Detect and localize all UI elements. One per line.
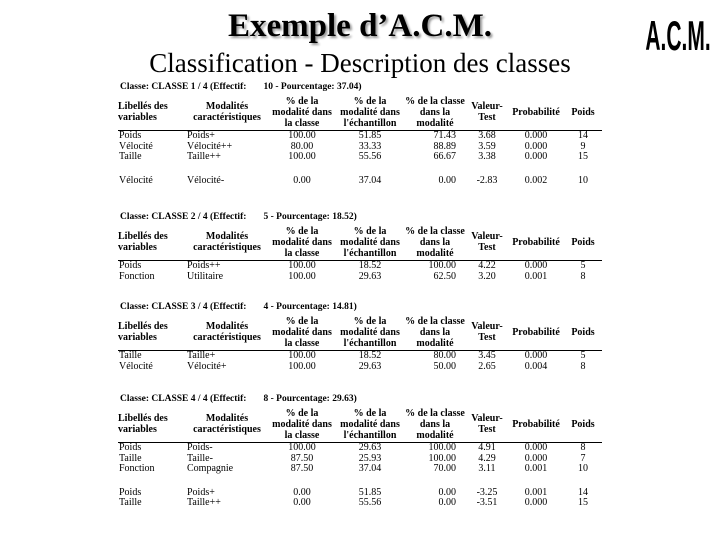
- class-label: Classe: CLASSE 3 / 4 (Effectif:: [120, 302, 247, 312]
- cell-variable: Poids: [119, 442, 142, 453]
- cell-variable: Fonction: [119, 270, 155, 282]
- header-libelles: Libellés des variables: [118, 231, 168, 253]
- cell-pct-echantillon: 33.33: [358, 140, 382, 152]
- cell-probabilite: 0.002: [524, 174, 548, 186]
- cell-pct-echantillon: 29.63: [358, 270, 382, 282]
- cell-valeur-test: 4.91: [478, 442, 496, 453]
- cell-probabilite: 0.001: [524, 270, 548, 282]
- cell-pct-classe: 87.50: [290, 452, 314, 464]
- cell-modalite: Taille+: [187, 350, 216, 361]
- cell-valeur-test: -3.51: [476, 497, 498, 508]
- cell-valeur-test: -3.25: [476, 486, 498, 498]
- class-table: [118, 406, 602, 509]
- page-title: Exemple d’A.C.M.: [228, 8, 492, 44]
- row-gap: [118, 475, 602, 488]
- cell-modalite: Poids-: [187, 442, 213, 453]
- header-valeur-test: Valeur-Test: [471, 101, 503, 123]
- cell-modalite: Taille-: [187, 452, 213, 464]
- cell-pct-classe: 100.00: [288, 442, 316, 453]
- header-pct-echantillon: % de la modalité dans l'échantillon: [340, 315, 400, 349]
- cell-valeur-test: 3.59: [478, 140, 496, 152]
- cell-modalite: Vélocité+: [187, 360, 227, 372]
- class-effectif: 10 - Pourcentage: 37.04): [256, 82, 362, 92]
- cell-pct-modalite: 80.00: [433, 350, 456, 361]
- cell-poids: 14: [578, 486, 588, 498]
- header-probabilite: Probabilité: [512, 326, 560, 338]
- cell-pct-modalite: 66.67: [433, 151, 456, 162]
- header-modalites: Modalités caractéristiques: [193, 101, 261, 123]
- cell-variable: Taille: [119, 350, 142, 361]
- class-label: Classe: CLASSE 4 / 4 (Effectif:: [120, 394, 247, 404]
- cell-modalite: Vélocité++: [187, 140, 233, 152]
- cell-pct-modalite: 0.00: [438, 174, 456, 186]
- header-probabilite: Probabilité: [512, 106, 560, 118]
- cell-pct-modalite: 88.89: [433, 140, 456, 152]
- cell-variable: Poids: [119, 260, 142, 271]
- cell-pct-classe: 0.00: [293, 486, 311, 498]
- class-header: [120, 394, 357, 404]
- cell-pct-classe: 87.50: [290, 463, 314, 474]
- cell-pct-classe: 100.00: [288, 360, 316, 372]
- cell-modalite: Compagnie: [187, 463, 234, 474]
- cell-pct-echantillon: 55.56: [358, 151, 382, 162]
- table-row: [118, 272, 602, 283]
- class-table: [118, 224, 602, 282]
- header-probabilite: Probabilité: [512, 236, 560, 248]
- header-pct-modalite: % de la classe dans la modalité: [405, 407, 465, 441]
- header-valeur-test: Valeur-Test: [471, 231, 503, 253]
- header-pct-modalite: % de la classe dans la modalité: [405, 95, 465, 129]
- cell-pct-echantillon: 29.63: [358, 442, 382, 453]
- header-pct-echantillon: % de la modalité dans l'échantillon: [340, 407, 400, 441]
- table-row: [118, 261, 602, 272]
- cell-pct-echantillon: 51.85: [358, 130, 382, 141]
- cell-poids: 15: [578, 151, 588, 162]
- cell-pct-modalite: 50.00: [433, 360, 456, 372]
- cell-pct-echantillon: 37.04: [358, 463, 382, 474]
- header-pct-modalite: % de la classe dans la modalité: [405, 225, 465, 259]
- table-row: [118, 443, 602, 454]
- table-header-row: [118, 406, 602, 443]
- class-header: [120, 212, 357, 222]
- cell-probabilite: 0.000: [524, 130, 548, 141]
- cell-variable: Fonction: [119, 463, 155, 474]
- table-row: [118, 131, 602, 142]
- cell-valeur-test: 3.11: [478, 463, 496, 474]
- cell-pct-modalite: 62.50: [433, 270, 456, 282]
- cell-modalite: Poids+: [187, 130, 215, 141]
- cell-pct-modalite: 70.00: [433, 463, 456, 474]
- cell-valeur-test: 4.29: [478, 452, 496, 464]
- cell-pct-echantillon: 55.56: [358, 497, 382, 508]
- header-pct-echantillon: % de la modalité dans l'échantillon: [340, 95, 400, 129]
- cell-probabilite: 0.004: [524, 360, 548, 372]
- cell-pct-echantillon: 25.93: [358, 452, 382, 464]
- header-pct-classe: % de la modalité dans la classe: [272, 407, 332, 441]
- cell-variable: Vélocité: [119, 140, 153, 152]
- cell-probabilite: 0.000: [524, 452, 548, 464]
- cell-pct-echantillon: 18.52: [358, 260, 382, 271]
- cell-probabilite: 0.000: [524, 260, 548, 271]
- cell-valeur-test: 4.22: [478, 260, 496, 271]
- cell-poids: 5: [580, 260, 586, 271]
- cell-poids: 15: [578, 497, 588, 508]
- class-label: Classe: CLASSE 2 / 4 (Effectif:: [120, 212, 247, 222]
- acm-logo: [638, 2, 718, 58]
- cell-variable: Poids: [119, 130, 142, 141]
- cell-pct-classe: 100.00: [288, 350, 316, 361]
- table-header-row: [118, 94, 602, 131]
- table-row: [118, 176, 602, 187]
- header-libelles: Libellés des variables: [118, 413, 168, 435]
- cell-modalite: Vélocité-: [187, 174, 225, 186]
- table-row: [118, 362, 602, 373]
- cell-probabilite: 0.001: [524, 486, 548, 498]
- row-gap: [118, 163, 602, 176]
- header-modalites: Modalités caractéristiques: [193, 231, 261, 253]
- cell-pct-modalite: 100.00: [428, 260, 456, 271]
- cell-variable: Taille: [119, 452, 142, 464]
- class-header: [120, 302, 357, 312]
- cell-valeur-test: 3.45: [478, 350, 496, 361]
- cell-poids: 5: [580, 350, 586, 361]
- table-header-row: [118, 314, 602, 351]
- cell-probabilite: 0.000: [524, 350, 548, 361]
- class-effectif: 4 - Pourcentage: 14.81): [256, 302, 357, 312]
- cell-valeur-test: 3.20: [478, 270, 496, 282]
- cell-pct-classe: 100.00: [288, 270, 316, 282]
- header-poids: Poids: [571, 326, 595, 338]
- header-libelles: Libellés des variables: [118, 101, 168, 123]
- cell-poids: 10: [578, 463, 588, 474]
- cell-probabilite: 0.000: [524, 140, 548, 152]
- class-effectif: 8 - Pourcentage: 29.63): [256, 394, 357, 404]
- cell-poids: 8: [580, 360, 586, 372]
- cell-pct-echantillon: 18.52: [358, 350, 382, 361]
- cell-probabilite: 0.000: [524, 151, 548, 162]
- page-subtitle: Classification - Description des classes: [149, 48, 571, 78]
- header-libelles: Libellés des variables: [118, 321, 168, 343]
- cell-probabilite: 0.001: [524, 463, 548, 474]
- cell-pct-classe: 80.00: [290, 140, 314, 152]
- header-poids: Poids: [571, 418, 595, 430]
- table-row: [118, 464, 602, 475]
- table-row: [118, 351, 602, 362]
- cell-pct-echantillon: 29.63: [358, 360, 382, 372]
- cell-pct-modalite: 100.00: [428, 442, 456, 453]
- cell-modalite: Taille++: [187, 497, 221, 508]
- header-poids: Poids: [571, 106, 595, 118]
- acm-logo-text: A.C.M.: [645, 13, 711, 58]
- cell-pct-modalite: 100.00: [428, 452, 456, 464]
- header-valeur-test: Valeur-Test: [471, 413, 503, 435]
- cell-poids: 8: [580, 442, 586, 453]
- cell-pct-modalite: 0.00: [438, 486, 456, 498]
- cell-pct-echantillon: 37.04: [358, 174, 382, 186]
- cell-variable: Poids: [119, 486, 142, 498]
- header-modalites: Modalités caractéristiques: [193, 413, 261, 435]
- header-probabilite: Probabilité: [512, 418, 560, 430]
- cell-probabilite: 0.000: [524, 442, 548, 453]
- cell-valeur-test: -2.83: [476, 174, 498, 186]
- header-poids: Poids: [571, 236, 595, 248]
- cell-pct-classe: 100.00: [288, 151, 316, 162]
- cell-valeur-test: 2.65: [478, 360, 496, 372]
- header-pct-echantillon: % de la modalité dans l'échantillon: [340, 225, 400, 259]
- cell-pct-classe: 0.00: [293, 497, 311, 508]
- table-row: [118, 498, 602, 509]
- cell-poids: 10: [578, 174, 588, 186]
- header-valeur-test: Valeur-Test: [471, 321, 503, 343]
- header-pct-modalite: % de la classe dans la modalité: [405, 315, 465, 349]
- cell-poids: 9: [580, 140, 586, 152]
- cell-pct-classe: 100.00: [288, 260, 316, 271]
- cell-pct-modalite: 0.00: [438, 497, 456, 508]
- cell-variable: Taille: [119, 151, 142, 162]
- cell-probabilite: 0.000: [524, 497, 548, 508]
- cell-pct-echantillon: 51.85: [358, 486, 382, 498]
- cell-modalite: Taille++: [187, 151, 221, 162]
- class-table: [118, 314, 602, 372]
- header-modalites: Modalités caractéristiques: [193, 321, 261, 343]
- cell-poids: 7: [580, 452, 586, 464]
- cell-poids: 14: [578, 130, 588, 141]
- cell-variable: Vélocité: [119, 174, 153, 186]
- class-label: Classe: CLASSE 1 / 4 (Effectif:: [120, 82, 247, 92]
- class-effectif: 5 - Pourcentage: 18.52): [256, 212, 357, 222]
- header-pct-classe: % de la modalité dans la classe: [272, 315, 332, 349]
- class-table: [118, 94, 602, 186]
- cell-modalite: Poids+: [187, 486, 215, 498]
- cell-variable: Vélocité: [119, 360, 153, 372]
- gap-cell: [118, 475, 602, 488]
- cell-poids: 8: [580, 270, 586, 282]
- class-header: [120, 82, 361, 92]
- cell-valeur-test: 3.68: [478, 130, 496, 141]
- cell-modalite: Poids++: [187, 260, 221, 271]
- header-pct-classe: % de la modalité dans la classe: [272, 95, 332, 129]
- gap-cell: [118, 163, 602, 176]
- cell-pct-classe: 100.00: [288, 130, 316, 141]
- table-row: [118, 152, 602, 163]
- header-pct-classe: % de la modalité dans la classe: [272, 225, 332, 259]
- table-header-row: [118, 224, 602, 261]
- cell-variable: Taille: [119, 497, 142, 508]
- cell-modalite: Utilitaire: [187, 270, 224, 282]
- cell-pct-classe: 0.00: [293, 174, 311, 186]
- cell-pct-modalite: 71.43: [433, 130, 456, 141]
- cell-valeur-test: 3.38: [478, 151, 496, 162]
